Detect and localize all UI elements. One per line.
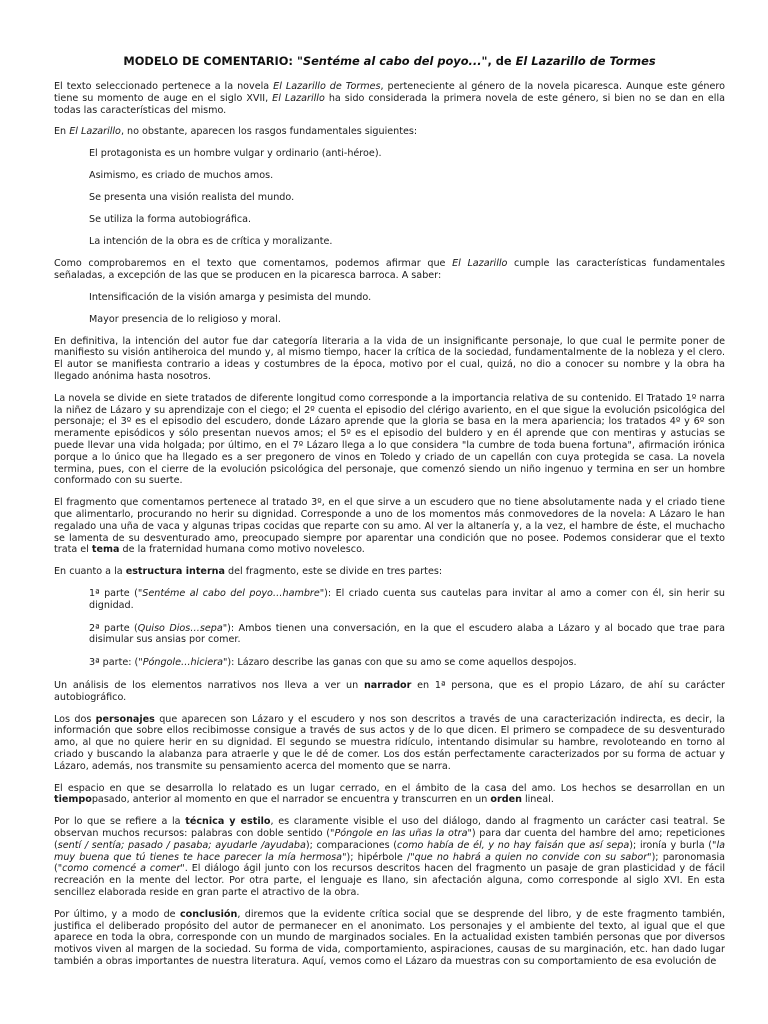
conclusion-paragraph: Por último, y a modo de conclusión, diremos que la evidente crítica social que se desprende del libro, y de este fragmento también, justifica el deliberado propósito del autor de permanecer en el anonimato. Los personajes y el ambiente del texto, al igual que el que aparece en toda la obra, corresponde con un mundo de marginados sociales. En la actualidad existen también personas que por diversos motivos viven al margen de la sociedad. Su forma de vida, comportamiento, aspiraciones, causas de su marginación, etc. han dado lugar también a obras importantes de nuestra literatura. Aquí, vemos como el Lázaro da muestras con su comportamiento de esa evolución de <box>54 908 725 967</box>
narrador-paragraph: Un análisis de los elementos narrativos nos lleva a ver un narrador en 1ª persona, que es el propio Lázaro, de ahí su carácter autobiográfico. <box>54 680 725 703</box>
parte-item: 3ª parte: ("Póngole…hiciera"): Lázaro describe las ganas con que su amo se come aquellos despojos. <box>89 657 577 669</box>
rasgo-item: Se presenta una visión realista del mundo. <box>89 192 295 204</box>
tratados-paragraph: La novela se divide en siete tratados de diferente longitud como corresponde a la importancia relativa de su contenido. El Tratado 1º narra la niñez de Lázaro y su aprendizaje con el ciego; el 2º cuenta el episodio del clérigo avariento, en el que sigue la evolución psicológica del personaje; el 3º es el episodio del escudero, donde Lázaro aprende que la gloria se basa en la mera apariencia; los tratados 4º y 6º son meramente episódicos y sólo presentan nuevos amos; el 5º es el episodio del buldero y en él aprende que con mentiras y astucias se puede llevar una vida holgada; por último, en el 7º Lázaro llega a lo que considera "la cumbre de toda buena fortuna", afirmación irónica porque a lo único que ha llegado es a ser pregonero de vinos en Toledo y criado de un capellán con cuya protegida se casa. La novela termina, pues, con el cierre de la evolución psicológica del personaje, que comenzó siendo un niño ingenuo y termina en ser un hombre conformado con su suerte. <box>54 392 725 487</box>
page-title: MODELO DE COMENTARIO: "Sentéme al cabo del poyo...", de El Lazarillo de Tormes <box>123 54 656 68</box>
parte-item: 2ª parte (Quiso Dios…sepa"): Ambos tienen una conversación, en la que el escudero alaba a Lázaro y al bocado que trae para disimular sus ansias por comer. <box>89 622 725 646</box>
barroca-item: Mayor presencia de lo religioso y moral. <box>89 313 281 325</box>
rasgos-intro-paragraph: En El Lazarillo, no obstante, aparecen los rasgos fundamentales siguientes: <box>54 126 418 138</box>
rasgo-item: El protagonista es un hombre vulgar y ordinario (anti-héroe). <box>89 148 382 160</box>
rasgo-item: Se utiliza la forma autobiográfica. <box>89 214 252 226</box>
intention-paragraph: En definitiva, la intención del autor fue dar categoría literaria a la vida de un insignificante personaje, lo que cual le permite poner de manifiesto su visión antiheroica del mundo y, al mismo tiempo, hacer la crítica de la sociedad, fundamentalmente de la nobleza y el clero. El autor se manifiesta contrario a ideas y costumbres de la época, motivo por el cual, quizá, no dio a conocer su nombre y la obra ha llegado anónima hasta nosotros. <box>54 335 725 383</box>
fragment-paragraph: El fragmento que comentamos pertenece al tratado 3º, en el que sirve a un escudero que no tiene absolutamente nada y el criado tiene que alimentarlo, procurando no herir su dignidad. Corresponde a uno de los momentos más conmovedores de la novela: A Lázaro le han regalado una uña de vaca y algunas tripas cocidas que reparte con su amo. Al ver la altanería y, a la vez, el hambre de éste, el muchacho se lamenta de su desventurado amo, preocupado siempre por aparentar una condición que no posee. Podemos considerar que el texto trata el tema de la fraternidad humana como motivo novelesco. <box>54 497 725 556</box>
personajes-paragraph: Los dos personajes que aparecen son Lázaro y el escudero y nos son descritos a través de una caracterización indirecta, es decir, la información que sobre ellos recibimosse consigue a través de sus actos y de lo que dicen. El primero se compadece de su desventurado amo, al que no quiere herir en su dignidad. El segundo se muestra ridículo, intentando disimular su hambre, revoloteando en torno al criado y buscando la alabanza para atraerle y que le dé de comer. Los dos están perfectamente caracterizados por su forma de actuar y Lázaro, además, nos transmite su pensamiento acerca del momento que se narra. <box>54 713 725 772</box>
espacio-paragraph: El espacio en que se desarrolla lo relatado es un lugar cerrado, en el ámbito de la casa del amo. Los hechos se desarrollan en un tiempopasado, anterior al momento en que el narrador se encuentra y transcurren en un orden lineal. <box>54 782 725 806</box>
barroca-item: Intensificación de la visión amarga y pesimista del mundo. <box>89 291 372 303</box>
estilo-paragraph: Por lo que se refiere a la técnica y estilo, es claramente visible el uso del diálogo, dando al fragmento un carácter casi teatral. Se observan muchos recursos: palabras con doble sentido ("Póngole en las uñas la otra") para dar cuenta del hambre del amo; repeticiones (sentí / sentía; pasado / pasaba; ayudarle /ayudaba); comparaciones (como había de él, y no hay faisán que así sepa); ironía y burla ("la muy buena que tú tienes te hace parecer la mía hermosa"); hipérbole /"que no habrá a quien no convide con su sabor"); paronomasia ("como comencé a comer". El diálogo ágil junto con los recursos descritos hacen del fragmento un pasaje de gran plasticidad y de fácil recreación en la mente del lector. Por otra parte, el lenguaje es llano, sin afectación alguna, como corresponde al siglo XVI. En esta sencillez elaborada reside en gran parte el atractivo de la obra. <box>54 816 726 898</box>
rasgo-item: Asimismo, es criado de muchos amos. <box>89 170 274 182</box>
intro-paragraph: El texto seleccionado pertenece a la novela El Lazarillo de Tormes, perteneciente al género de la novela picaresca. Aunque este género tiene su momento de auge en el siglo XVII, El Lazarillo ha sido considerada la primera novela de este género, si bien no se dan en ella todas las características del mismo. <box>54 81 725 116</box>
parte-item: 1ª parte ("Sentéme al cabo del poyo…hambre"): El criado cuenta sus cautelas para invitar al amo a comer con él, sin herir su dignidad. <box>89 588 725 611</box>
structure-paragraph: En cuanto a la estructura interna del fragmento, este se divide en tres partes: <box>54 566 443 578</box>
rasgo-item: La intención de la obra es de crítica y moralizante. <box>89 236 333 248</box>
comparison-paragraph: Como comprobaremos en el texto que comentamos, podemos afirmar que El Lazarillo cumple las características fundamentales señaladas, a excepción de las que se producen en la picaresca barroca. A saber: <box>54 258 726 281</box>
